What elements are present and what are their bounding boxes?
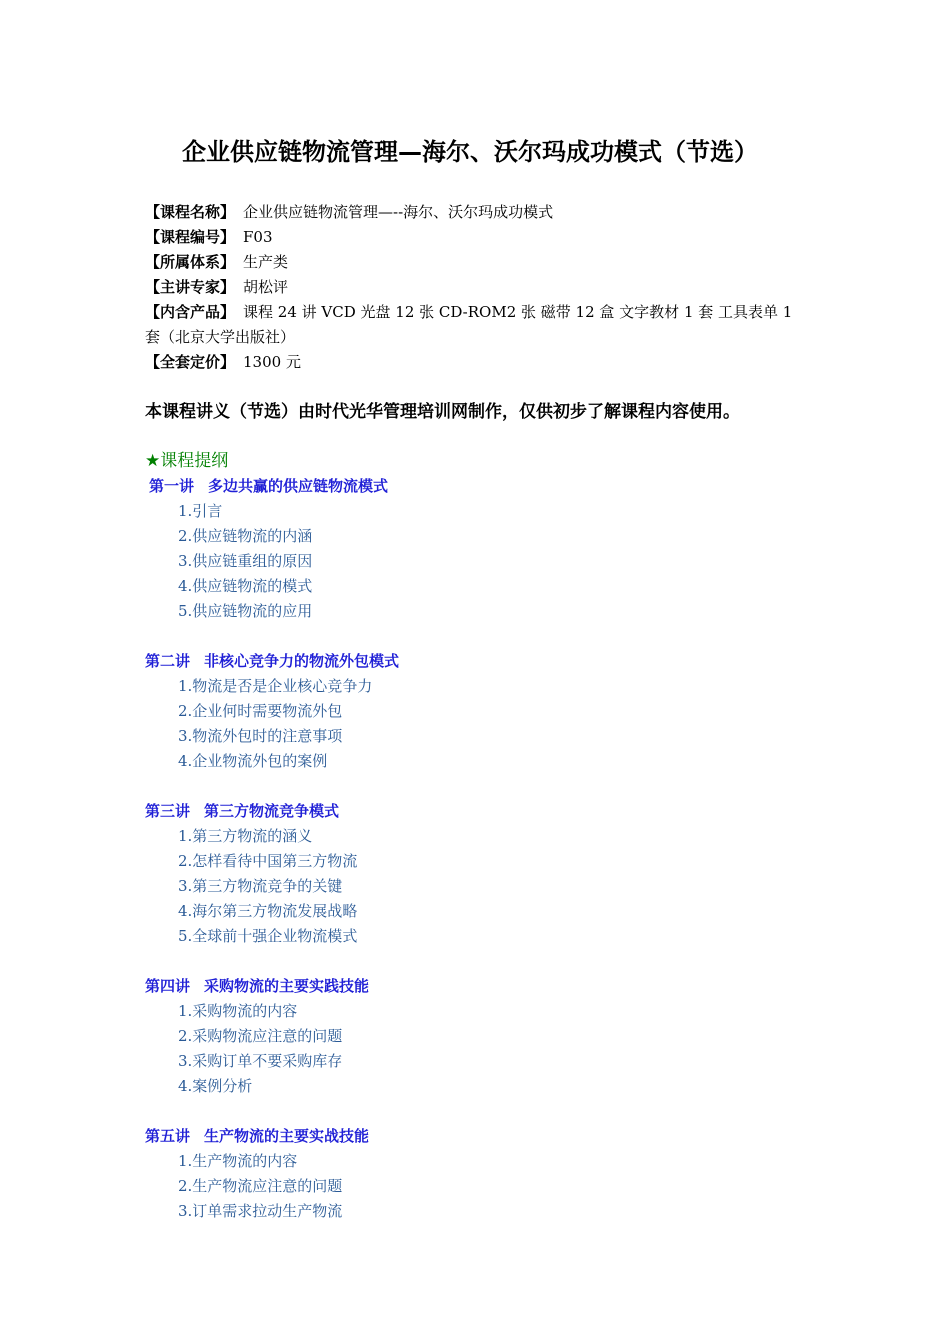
info-label: 【课程名称】 — [145, 203, 236, 221]
info-label: 【主讲专家】 — [145, 278, 236, 296]
lecture-name: 生产物流的主要实战技能 — [204, 1127, 370, 1145]
outline-item: 1.物流是否是企业核心竞争力 — [178, 677, 373, 695]
lecture-section — [145, 1124, 845, 1224]
outline-item: 3.订单需求拉动生产物流 — [178, 1202, 343, 1220]
info-row-price — [145, 350, 815, 375]
lecture-title — [145, 799, 845, 824]
outline-item: 2.供应链物流的内涵 — [178, 527, 313, 545]
outline-item: 1.采购物流的内容 — [178, 1002, 298, 1020]
lecture-title — [145, 649, 845, 674]
info-label: 【内含产品】 — [145, 303, 236, 321]
outline-item: 1.第三方物流的涵义 — [178, 827, 313, 845]
lecture-number: 第二讲 — [145, 652, 191, 670]
outline-item: 3.供应链重组的原因 — [178, 552, 313, 570]
outline-heading: ★课程提纲 — [145, 451, 229, 471]
outline-item: 3.物流外包时的注意事项 — [178, 727, 343, 745]
outline-item: 5.全球前十强企业物流模式 — [178, 927, 358, 945]
outline-item: 2.采购物流应注意的问题 — [178, 1027, 343, 1045]
lecture-name: 非核心竞争力的物流外包模式 — [204, 652, 400, 670]
lecture-section — [145, 799, 845, 949]
info-value: 1300 元 — [243, 353, 301, 371]
page-title: 企业供应链物流管理—海尔、沃尔玛成功模式（节选） — [182, 138, 758, 166]
info-value: F03 — [243, 228, 273, 246]
lecture-name: 多边共赢的供应链物流模式 — [208, 477, 389, 495]
outline-item: 4.供应链物流的模式 — [178, 577, 313, 595]
outline-item: 3.第三方物流竞争的关键 — [178, 877, 343, 895]
info-label: 【全套定价】 — [145, 353, 236, 371]
outline-item: 5.供应链物流的应用 — [178, 602, 313, 620]
info-value: 课程 24 讲 VCD 光盘 12 张 CD-ROM2 张 磁带 12 盒 文字教材 1 套 工具表单 1 — [243, 303, 793, 321]
outline-item: 1.引言 — [178, 502, 223, 520]
info-row-expert — [145, 275, 815, 300]
lecture-section — [145, 474, 845, 624]
info-value-continued: 套（北京大学出版社） — [145, 328, 296, 346]
outline-item: 4.企业物流外包的案例 — [178, 752, 328, 770]
lecture-list — [145, 474, 845, 1249]
course-info — [145, 200, 815, 375]
info-label: 【课程编号】 — [145, 228, 236, 246]
info-value: 企业供应链物流管理—--海尔、沃尔玛成功模式 — [243, 203, 554, 221]
lecture-title — [145, 474, 845, 499]
lecture-number: 第四讲 — [145, 977, 191, 995]
lecture-name: 采购物流的主要实践技能 — [204, 977, 370, 995]
info-row-name — [145, 200, 815, 225]
outline-item: 2.企业何时需要物流外包 — [178, 702, 343, 720]
info-row-system — [145, 250, 815, 275]
info-label: 【所属体系】 — [145, 253, 236, 271]
lecture-name: 第三方物流竞争模式 — [204, 802, 340, 820]
lecture-section — [145, 974, 845, 1099]
lecture-title — [145, 974, 845, 999]
lecture-number: 第五讲 — [145, 1127, 191, 1145]
lecture-title — [145, 1124, 845, 1149]
info-value: 生产类 — [243, 253, 289, 271]
notice-text: 本课程讲义（节选）由时代光华管理培训网制作，仅供初步了解课程内容使用。 — [145, 402, 740, 422]
lecture-section — [145, 649, 845, 774]
lecture-number: 第一讲 — [149, 477, 195, 495]
outline-item: 4.海尔第三方物流发展战略 — [178, 902, 358, 920]
outline-item: 3.采购订单不要采购库存 — [178, 1052, 343, 1070]
info-row-code — [145, 225, 815, 250]
outline-item: 2.生产物流应注意的问题 — [178, 1177, 343, 1195]
outline-item: 1.生产物流的内容 — [178, 1152, 298, 1170]
info-row-products — [145, 300, 815, 350]
info-value: 胡松评 — [243, 278, 289, 296]
lecture-number: 第三讲 — [145, 802, 191, 820]
outline-item: 4.案例分析 — [178, 1077, 253, 1095]
outline-item: 2.怎样看待中国第三方物流 — [178, 852, 358, 870]
